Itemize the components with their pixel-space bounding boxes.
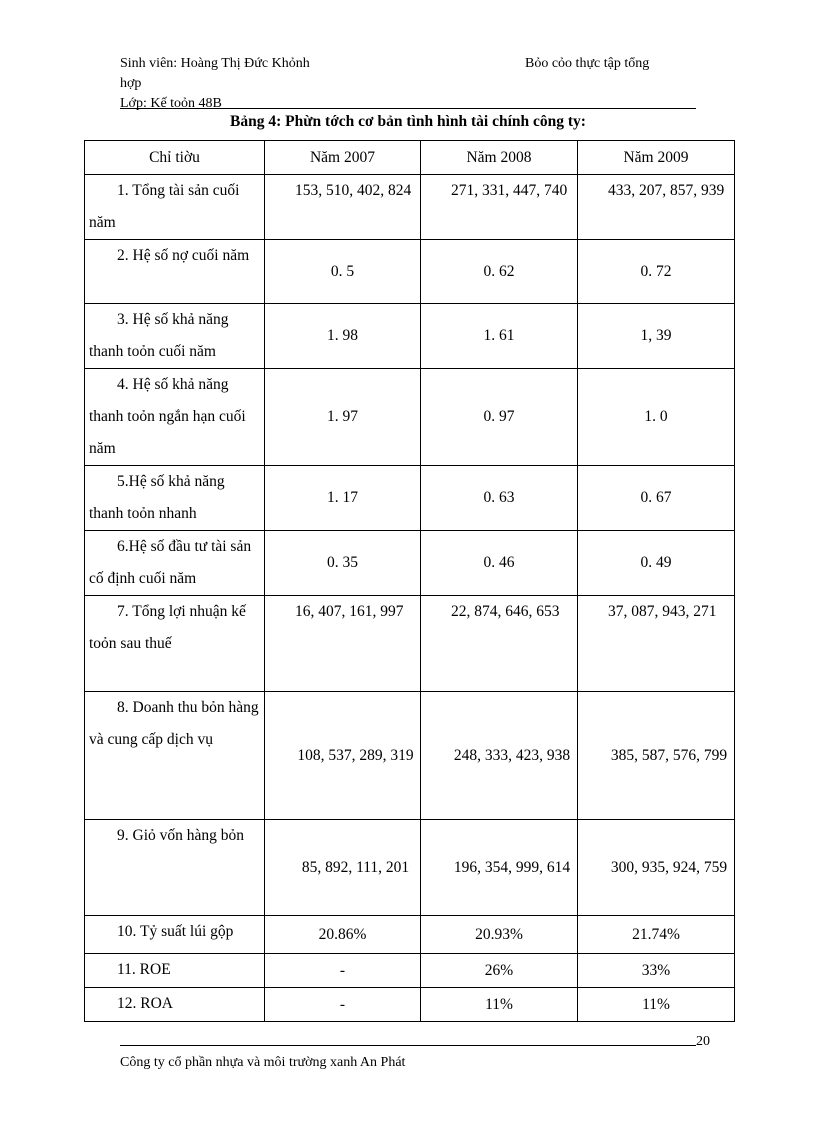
cell-2009: 385, 587, 576, 799 xyxy=(578,692,735,820)
report-title: Bỏo cỏo thực tập tổng xyxy=(525,56,650,71)
cell-2009: 0. 72 xyxy=(578,240,735,304)
table-row xyxy=(85,596,735,692)
cell-2008: 20.93% xyxy=(421,916,578,954)
cell-2007: 85, 892, 111, 201 xyxy=(265,820,421,916)
cell-2007: 108, 537, 289, 319 xyxy=(265,692,421,820)
table-row xyxy=(85,466,735,531)
cell-2009: 1, 39 xyxy=(578,304,735,369)
cell-2007: 1. 97 xyxy=(265,369,421,466)
financial-table xyxy=(84,140,735,1022)
col-header-2009: Năm 2009 xyxy=(578,141,735,175)
table-row xyxy=(85,304,735,369)
header-divider xyxy=(120,108,696,109)
table-caption: Bảng 4: Phừn tớch cơ bản tình hình tài chính công ty: xyxy=(230,113,586,130)
cell-2008: 22, 874, 646, 653 xyxy=(421,596,578,692)
cell-2008: 11% xyxy=(421,988,578,1022)
table-row xyxy=(85,369,735,466)
row-label: 6.Hệ số đầu tư tài sản cố định cuối năm xyxy=(85,531,265,596)
cell-2009: 0. 49 xyxy=(578,531,735,596)
student-name: Sinh viên: Hoàng Thị Đức Khỏnh xyxy=(120,56,310,71)
row-label: 3. Hệ số khả năng thanh toỏn cuối năm xyxy=(85,304,265,369)
col-header-2007: Năm 2007 xyxy=(265,141,421,175)
cell-2007: 1. 98 xyxy=(265,304,421,369)
row-label: 4. Hệ số khả năng thanh toỏn ngắn hạn cuối năm xyxy=(85,369,265,466)
cell-2008: 196, 354, 999, 614 xyxy=(421,820,578,916)
row-label: 11. ROE xyxy=(85,954,265,988)
cell-2007: 16, 407, 161, 997 xyxy=(265,596,421,692)
row-label: 10. Tỷ suất lúi gộp xyxy=(85,916,265,954)
table-row xyxy=(85,240,735,304)
cell-2009: 21.74% xyxy=(578,916,735,954)
table-row xyxy=(85,988,735,1022)
cell-2009: 1. 0 xyxy=(578,369,735,466)
cell-2007: - xyxy=(265,988,421,1022)
table-row xyxy=(85,692,735,820)
col-header-2008: Năm 2008 xyxy=(421,141,578,175)
header-student xyxy=(120,54,370,114)
table-row xyxy=(85,954,735,988)
cell-2007: 20.86% xyxy=(265,916,421,954)
cell-2008: 0. 62 xyxy=(421,240,578,304)
row-label: 9. Giỏ vốn hàng bỏn xyxy=(85,820,265,916)
cell-2008: 0. 63 xyxy=(421,466,578,531)
cell-2008: 271, 331, 447, 740 xyxy=(421,175,578,240)
cell-2009: 37, 087, 943, 271 xyxy=(578,596,735,692)
col-header-indicator: Chỉ tiờu xyxy=(85,141,265,175)
cell-2008: 0. 46 xyxy=(421,531,578,596)
footer-divider xyxy=(120,1045,696,1046)
cell-2007: - xyxy=(265,954,421,988)
cell-2007: 0. 35 xyxy=(265,531,421,596)
cell-2009: 11% xyxy=(578,988,735,1022)
cell-2008: 0. 97 xyxy=(421,369,578,466)
table-row xyxy=(85,175,735,240)
cell-2008: 26% xyxy=(421,954,578,988)
cell-2008: 1. 61 xyxy=(421,304,578,369)
report-title-cont: hợp xyxy=(120,76,142,91)
row-label: 1. Tổng tài sản cuối năm xyxy=(85,175,265,240)
cell-2007: 153, 510, 402, 824 xyxy=(265,175,421,240)
row-label: 2. Hệ số nợ cuối năm xyxy=(85,240,265,304)
cell-2008: 248, 333, 423, 938 xyxy=(421,692,578,820)
cell-2009: 33% xyxy=(578,954,735,988)
page-number: 20 xyxy=(696,1034,710,1049)
row-label: 12. ROA xyxy=(85,988,265,1022)
cell-2009: 0. 67 xyxy=(578,466,735,531)
cell-2007: 0. 5 xyxy=(265,240,421,304)
cell-2009: 433, 207, 857, 939 xyxy=(578,175,735,240)
table-header-row xyxy=(85,141,735,175)
row-label: 5.Hệ số khả năng thanh toỏn nhanh xyxy=(85,466,265,531)
cell-2009: 300, 935, 924, 759 xyxy=(578,820,735,916)
cell-2007: 1. 17 xyxy=(265,466,421,531)
class-name: Lớp: Kế toỏn 48B xyxy=(120,96,222,111)
table-row xyxy=(85,531,735,596)
row-label: 8. Doanh thu bỏn hàng và cung cấp dịch vụ xyxy=(85,692,265,820)
row-label: 7. Tổng lợi nhuận kế toỏn sau thuế xyxy=(85,596,265,692)
footer-company: Công ty cổ phần nhựa và môi trường xanh An Phát xyxy=(120,1055,406,1070)
table-row xyxy=(85,820,735,916)
table-row xyxy=(85,916,735,954)
